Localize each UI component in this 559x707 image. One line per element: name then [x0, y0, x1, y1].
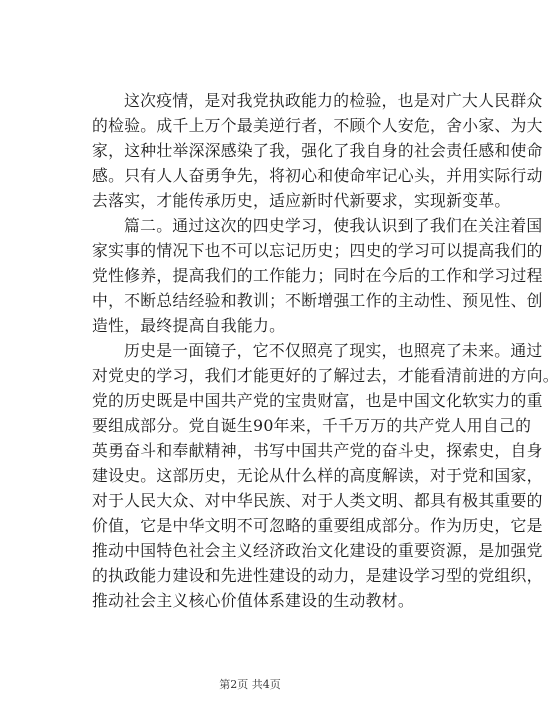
document-body [92, 88, 559, 613]
text-line: 建设史。这部历史，无论从什么样的高度解读，对于党和国家， [92, 466, 543, 485]
text-line: 推动社会主义核心价值体系建设的生动教材。 [92, 591, 414, 610]
text-line: 党性修养，提高我们的工作能力；同时在今后的工作和学习过程 [92, 266, 543, 285]
paragraph-history [92, 338, 559, 613]
text-line: 价值，它是中华文明不可忽略的重要组成部分。作为历史，它是 [92, 516, 543, 535]
paragraph-epidemic [92, 88, 543, 213]
text-line: 要组成部分。党自诞生90年来，千千万万的共产党人用自己的 [92, 416, 532, 435]
text-line: 推动中国特色社会主义经济政治文化建设的重要资源，是加强党 [92, 541, 543, 560]
text-line: 去落实，才能传承历史，适应新时代新要求，实现新变革。 [92, 191, 511, 210]
text-line: 篇二。通过这次的四史学习，使我认识到了我们在关注着国 [124, 216, 543, 235]
text-line: 造性，最终提高自我能力。 [92, 316, 286, 335]
text-line: 的检验。成千上万个最美逆行者，不顾个人安危，舍小家、为大 [92, 116, 543, 135]
text-line: 的执政能力建设和先进性建设的动力，是建设学习型的党组织， [92, 566, 543, 585]
paragraph-part-two [92, 213, 543, 338]
text-line: 党的历史既是中国共产党的宝贵财富，也是中国文化软实力的重 [92, 391, 543, 410]
text-line: 家实事的情况下也不可以忘记历史；四史的学习可以提高我们的 [92, 241, 543, 260]
text-line: 对党史的学习，我们才能更好的了解过去，才能看清前进的方向。 [92, 366, 559, 385]
text-line: 家，这种壮举深深感染了我，强化了我自身的社会责任感和使命 [92, 141, 543, 160]
text-line: 中，不断总结经验和教训；不断增强工作的主动性、预见性、创 [92, 291, 543, 310]
text-line: 英勇奋斗和奉献精神，书写中国共产党的奋斗史，探索史，自身 [92, 441, 543, 460]
text-line: 这次疫情，是对我党执政能力的检验，也是对广大人民群众 [124, 91, 543, 110]
page-number-footer: 第2页 共4页 [219, 678, 281, 691]
text-line: 对于人民大众、对中华民族、对于人类文明、都具有极其重要的 [92, 491, 543, 510]
text-line: 感。只有人人奋勇争先，将初心和使命牢记心头，并用实际行动 [92, 166, 543, 185]
text-line: 历史是一面镜子，它不仅照亮了现实，也照亮了未来。通过 [124, 341, 543, 360]
